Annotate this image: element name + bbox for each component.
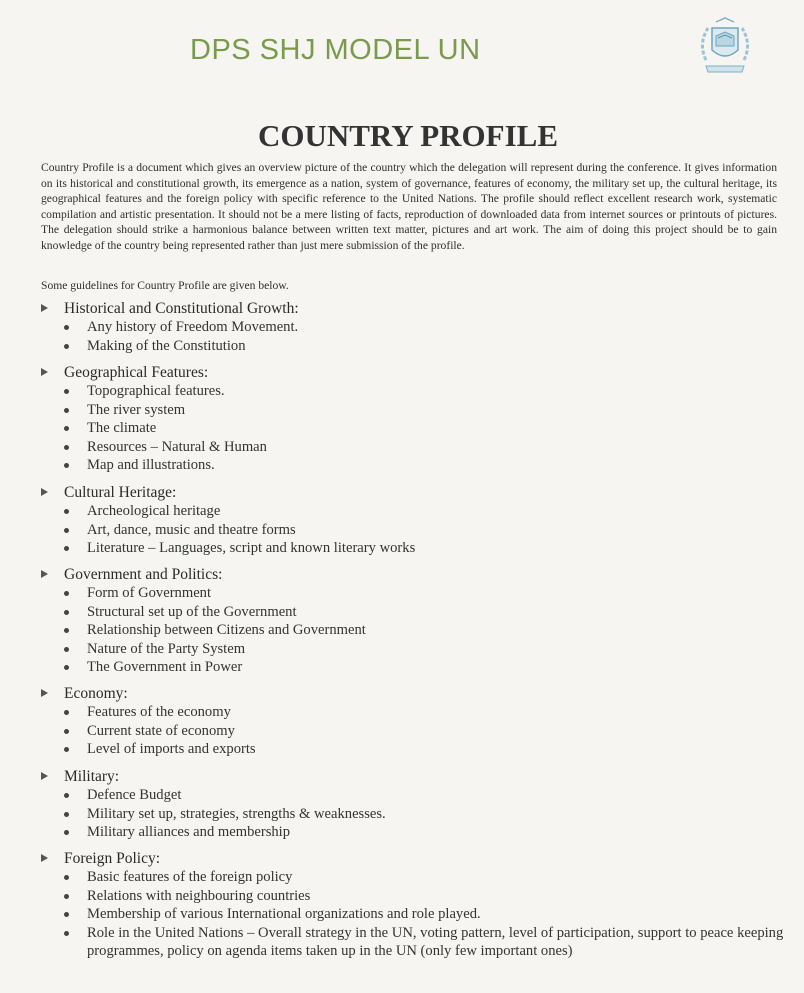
- list-item: Art, dance, music and theatre forms: [38, 521, 415, 540]
- section-heading: Economy:: [38, 684, 256, 703]
- list-item: Topographical features.: [38, 382, 267, 401]
- list-item: Relations with neighbouring countries: [38, 887, 804, 906]
- bullet-icon: [64, 812, 69, 817]
- section-heading: Historical and Constitutional Growth:: [38, 299, 299, 318]
- bullet-icon: [64, 344, 69, 349]
- triangle-bullet-icon: [41, 854, 48, 862]
- section-historical: [38, 299, 299, 355]
- bullet-icon: [64, 894, 69, 899]
- list-item: The Government in Power: [38, 658, 366, 677]
- bullet-icon: [64, 912, 69, 917]
- triangle-bullet-icon: [41, 368, 48, 376]
- list-item: Military set up, strategies, strengths & weaknesses.: [38, 805, 386, 824]
- triangle-bullet-icon: [41, 488, 48, 496]
- bullet-icon: [64, 463, 69, 468]
- list-item: The river system: [38, 401, 267, 420]
- list-item: Membership of various International organizations and role played.: [38, 905, 804, 924]
- triangle-bullet-icon: [41, 689, 48, 697]
- section-cultural: [38, 483, 415, 558]
- page-title: COUNTRY PROFILE: [257, 118, 559, 153]
- triangle-bullet-icon: [41, 570, 48, 578]
- section-heading: Geographical Features:: [38, 363, 267, 382]
- list-item: Nature of the Party System: [38, 640, 366, 659]
- section-heading: Military:: [38, 767, 386, 786]
- bullet-icon: [64, 528, 69, 533]
- bullet-icon: [64, 389, 69, 394]
- intro-paragraph: Country Profile is a document which gives an overview picture of the country which the delegation will represent during the conference. It gives information on its historical and constitutional growth, its emergence as a nation, system of governance, features of economy, the military set up, the cultural heritage, its geographical features and the foreign policy with specific reference to the United Nations. The profile should reflect excellent research work, systematic compilation and artistic presentation. It should not be a mere listing of facts, reproduction of downloaded data from internet sources or printouts of pictures. The delegation should strike a harmonious balance between written text matter, pictures and art work. The aim of doing this project should be to gain knowledge of the country being represented rather than just mere submission of the profile.: [41, 161, 777, 252]
- bullet-icon: [64, 445, 69, 450]
- section-military: [38, 767, 386, 842]
- bullet-icon: [64, 647, 69, 652]
- list-item: Structural set up of the Government: [38, 603, 366, 622]
- bullet-icon: [64, 875, 69, 880]
- bullet-icon: [64, 729, 69, 734]
- section-heading: Cultural Heritage:: [38, 483, 415, 502]
- school-crest-icon: [692, 14, 758, 80]
- triangle-bullet-icon: [41, 304, 48, 312]
- bullet-icon: [64, 931, 69, 936]
- list-item: Military alliances and membership: [38, 823, 386, 842]
- list-item: Literature – Languages, script and known literary works: [38, 539, 415, 558]
- section-foreign-policy: [38, 849, 804, 961]
- list-item: Level of imports and exports: [38, 740, 256, 759]
- list-item: Defence Budget: [38, 786, 386, 805]
- section-heading: Foreign Policy:: [38, 849, 804, 868]
- list-item: Basic features of the foreign policy: [38, 868, 804, 887]
- header-brand: DPS SHJ MODEL UN: [190, 34, 481, 66]
- bullet-icon: [64, 747, 69, 752]
- list-item: Role in the United Nations – Overall strategy in the UN, voting pattern, level of participation, support to peace keeping programmes, policy on agenda items taken up in the UN (only few important ones): [38, 924, 804, 961]
- list-item: Relationship between Citizens and Government: [38, 621, 366, 640]
- triangle-bullet-icon: [41, 772, 48, 780]
- list-item: Resources – Natural & Human: [38, 438, 267, 457]
- bullet-icon: [64, 509, 69, 514]
- bullet-icon: [64, 665, 69, 670]
- bullet-icon: [64, 426, 69, 431]
- section-geographical: [38, 363, 267, 475]
- bullet-icon: [64, 793, 69, 798]
- bullet-icon: [64, 710, 69, 715]
- list-item: Making of the Constitution: [38, 337, 299, 356]
- bullet-icon: [64, 610, 69, 615]
- list-item: The climate: [38, 419, 267, 438]
- list-item: Current state of economy: [38, 722, 256, 741]
- bullet-icon: [64, 546, 69, 551]
- list-item: Archeological heritage: [38, 502, 415, 521]
- section-government: [38, 565, 366, 677]
- list-item: Features of the economy: [38, 703, 256, 722]
- section-heading: Government and Politics:: [38, 565, 366, 584]
- bullet-icon: [64, 325, 69, 330]
- list-item: Any history of Freedom Movement.: [38, 318, 299, 337]
- bullet-icon: [64, 591, 69, 596]
- section-economy: [38, 684, 256, 759]
- list-item: Form of Government: [38, 584, 366, 603]
- list-item: Map and illustrations.: [38, 456, 267, 475]
- bullet-icon: [64, 628, 69, 633]
- bullet-icon: [64, 830, 69, 835]
- bullet-icon: [64, 408, 69, 413]
- guidelines-intro: Some guidelines for Country Profile are given below.: [41, 279, 289, 292]
